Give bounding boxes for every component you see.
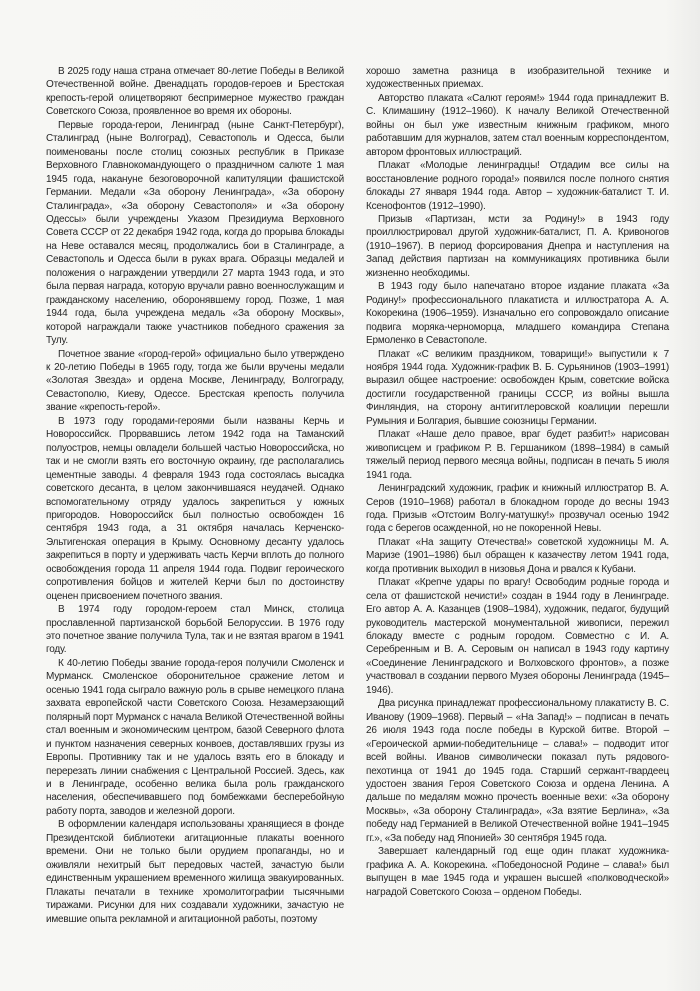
- paragraph: Плакат «Наше дело правое, враг будет разбит!» нарисован живописцем и графиком Р. В. Гершаником (1898–1984) в самый тяжелый период первого месяца войны, подписан в печать 5 июля 1941 года.: [366, 429, 669, 481]
- paragraph: Авторство плаката «Салют героям!» 1944 года принадлежит В. С. Климашину (1912–1960). К началу Великой Отечественной войны он был уже известным книжным графиком, много работавшим для журналов, затем стал военным корреспондентом, автором фронтовых иллюстраций.: [366, 92, 669, 158]
- paragraph-continuation: хорошо заметна разница в изобразительной технике и художественных приемах.: [366, 66, 669, 91]
- paragraph: Плакат «На защиту Отечества!» советской художницы М. А. Маризе (1901–1986) был обращен к казачеству летом 1941 года, когда противник выходил в низовья Дона и рвался к Кубани.: [366, 536, 669, 575]
- paragraph: Почетное звание «город-герой» официально было утверждено к 20-летию Победы в 1965 году, тогда же были вручены медали «Золотая Звезда» и ордена Москве, Ленинграду, Волгограду, Севастополю, Киеву, Одессе. Брестская крепость получила звание «крепость-герой».: [46, 348, 344, 414]
- paragraph: В 1943 году было напечатано второе издание плаката «За Родину!» профессионального плакатиста и иллюстратора А. А. Кокорекина (1906–1959). Изначально его сопровождало описание подвига моряка-черноморца, младшего командира Степана Ермоленко в Севастополе.: [366, 281, 669, 347]
- right-column: [366, 65, 669, 899]
- paragraph: Призыв «Партизан, мсти за Родину!» в 1943 году проиллюстрировал другой художник-баталист, П. А. Кривоногов (1910–1967). В период форсирования Днепра и наступления на Запад действия партизан на коммуникациях противника были жизненно необходимы.: [366, 213, 669, 279]
- paragraph: Два рисунка принадлежат профессиональному плакатисту В. С. Иванову (1909–1968). Первый – «На Запад!» – подписан в печать 26 июля 1943 года после победы в Курской битве. Второй – «Героической армии-победительнице – слава!» – подводит итог всей войны. Иванов символически показал путь рядового-пехотинца от 1941 до 1945 года. Старший сержант-гвардеец удостоен звания Героя Советского Союза и ордена Ленина. А дальше по медалям можно прочесть военные вехи: «За оборону Москвы», «За оборону Сталинграда», «За взятие Берлина», «За победу над Германией в Великой Отечественной войне 1941–1945 гг.», «За победу над Японией» 30 сентября 1945 года.: [366, 698, 669, 844]
- paragraph: Первые города-герои, Ленинград (ныне Санкт-Петербург), Сталинград (ныне Волгоград), Севастополь и Одесса, были поименованы после столиц союзных республик в Приказе Верховного Главнокомандующего о праздничном салюте 1 мая 1945 года, накануне безоговорочной капитуляции фашистской Германии. Медали «За оборону Ленинграда», «За оборону Сталинграда», «За оборону Севастополя» и «За оборону Одессы» были учреждены Указом Президиума Верховного Совета СССР от 22 декабря 1942 года, когда до прорыва блокады на Неве оставался месяц, продолжались бои в Сталинграде, а Севастополь и Одесса были в руках врага. Образцы медалей и положения о награждении утвердили 27 марта 1943 года, и это была первая награда, которую вручали равно военнослужащим и гражданскому населению, оборонявшему город. Позже, 1 мая 1944 года, была учреждена медаль «За оборону Москвы», которой награждали также участников победного сражения за Тулу.: [46, 119, 344, 347]
- paragraph: Плакат «Крепче удары по врагу! Освободим родные города и села от фашистской нечисти!» создан в 1944 году в Ленинграде. Его автор А. А. Казанцев (1908–1984), художник, педагог, будущий руководитель мастерской монументальной живописи, пережил блокаду вместе с родным городом. Совместно с И. А. Серебренным и В. А. Серовым он написал в 1943 году картину «Соединение Ленинградского и Волховского фронтов», а позже участвовал в создании первого Музея обороны Ленинграда (1945–1946).: [366, 577, 669, 696]
- left-column: [46, 65, 344, 926]
- paragraph: В 2025 году наша страна отмечает 80-летие Победы в Великой Отечественной войне. Двенадцать городов-героев и Брестская крепость-герой олицетворяют беспримерное мужество граждан Советского Союза, проявленное во время их обороны.: [46, 66, 344, 118]
- paragraph: Плакат «Молодые ленинградцы! Отдадим все силы на восстановление родного города!» появился после полного снятия блокады 27 января 1944 года. Автор – художник-баталист Т. И. Ксенофонтов (1912–1990).: [366, 160, 669, 212]
- paragraph: Ленинградский художник, график и книжный иллюстратор В. А. Серов (1910–1968) работал в блокадном городе до весны 1943 года. Призыв «Отстоим Волгу-матушку!» прозвучал осенью 1942 года с берегов осажденной, но не покоренной Невы.: [366, 483, 669, 535]
- paragraph: Завершает календарный год еще один плакат художника-графика А. А. Кокорекина. «Победоносной Родине – слава!» был выпущен в мае 1945 года и украшен высшей «полководческой» наградой Советского Союза – орденом Победы.: [366, 846, 669, 898]
- paragraph: В 1974 году городом-героем стал Минск, столица прославленной партизанской борьбой Белоруссии. В 1976 году это почетное звание получила Тула, так и не взятая врагом в 1941 году.: [46, 604, 344, 656]
- paragraph: В 1973 году городами-героями были названы Керчь и Новороссийск. Прорвавшись летом 1942 года на Таманский полуостров, немцы овладели большей частью Новороссийска, но так и не смогли взять его восточную окраину, где располагались цементные заводы. 4 февраля 1943 года состоялась высадка советского десанта, в целом закончившаяся неудачей. Однако вспомогательному отряду удалось закрепиться у южных пригородов. Новороссийск был полностью освобожден 16 сентября 1943 года, а 31 октября началась Керченско-Эльтигенская операция в Крыму. Основному десанту удалось закрепиться в порту и удерживать часть Керчи вплоть до полного освобождения города 11 апреля 1944 года. Подвиг героического сопротивления бойцов и жителей Керчи был по достоинству оценен присвоением почетного звания.: [46, 415, 344, 602]
- paragraph: В оформлении календаря использованы хранящиеся в фонде Президентской библиотеки агитационные плакаты военного времени. Они не только были орудием пропаганды, но и оживляли нехитрый быт передовых частей, зачастую были единственным украшением временного жилища эвакуированных. Плакаты печатали в технике хромолитографии тысячными тиражами. Рисунки для них создавали художники, зачастую не имевшие опыта рекламной и агитационной работы, поэтому: [46, 819, 344, 925]
- paragraph: К 40-летию Победы звание города-героя получили Смоленск и Мурманск. Смоленское оборонительное сражение летом и осенью 1941 года сыграло важную роль в срыве немецкого плана захвата европейской части Советского Союза. Незамерзающий полярный порт Мурманск с начала Великой Отечественной войны стал военным и экономическим центром, базой Северного флота и пунктом назначения северных конвоев, доставлявших грузы из Европы. Противнику так и не удалось взять его в блокаду и перерезать линии снабжения с Центральной Россией. Здесь, как и в Ленинграде, особенно велика была роль гражданского населения, обеспечивавшего под бомбежками бесперебойную работу порта, заводов и железной дороги.: [46, 657, 344, 817]
- paragraph: Плакат «С великим праздником, товарищи!» выпустили к 7 ноября 1944 года. Художник-график В. Б. Сурьянинов (1903–1991) выразил общее настроение: освобожден Крым, советские войска достигли государственной границы СССР, из войны вышла Финляндия, на сторону антигитлеровской коалиции перешли Румыния и Болгария, бывшие союзницы Германии.: [366, 348, 669, 427]
